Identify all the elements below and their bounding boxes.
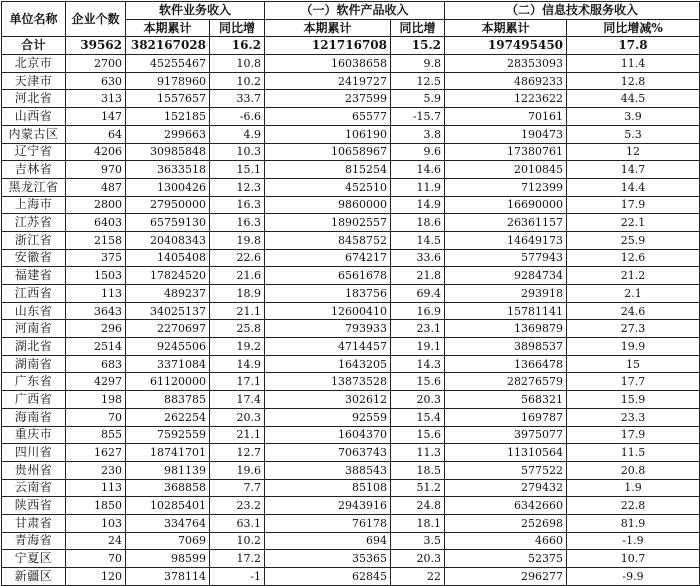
sp-yoy: 18.1 [391, 514, 445, 532]
sp-cumulative: 237599 [265, 90, 391, 108]
sb-cumulative: 262254 [126, 408, 210, 426]
total-sp-cumulative: 121716708 [265, 37, 391, 55]
table-row [2, 532, 700, 550]
it-yoy: 10.7 [567, 550, 700, 568]
sp-yoy: 33.6 [391, 249, 445, 267]
sb-yoy: 20.3 [210, 408, 265, 426]
region-name: 北京市 [2, 55, 66, 73]
total-it-cumulative: 197495450 [445, 37, 567, 55]
enterprise-count: 120 [66, 568, 126, 586]
sb-cumulative: 3633518 [126, 161, 210, 179]
sb-cumulative: 45255467 [126, 55, 210, 73]
region-name: 湖南省 [2, 355, 66, 373]
it-cumulative: 9284734 [445, 267, 567, 285]
enterprise-count: 64 [66, 125, 126, 143]
it-yoy: 11.5 [567, 444, 700, 462]
sp-yoy: 14.5 [391, 231, 445, 249]
enterprise-count: 683 [66, 355, 126, 373]
sb-cumulative: 18741701 [126, 444, 210, 462]
region-name: 四川省 [2, 444, 66, 462]
sp-cumulative: 674217 [265, 249, 391, 267]
sp-yoy: 21.8 [391, 267, 445, 285]
sb-yoy: 10.8 [210, 55, 265, 73]
it-cumulative: 14649173 [445, 231, 567, 249]
it-cumulative: 2010845 [445, 161, 567, 179]
sb-yoy: 23.2 [210, 497, 265, 515]
table-row [2, 391, 700, 409]
it-yoy: 17.9 [567, 196, 700, 214]
region-name: 黑龙江省 [2, 178, 66, 196]
table-row [2, 479, 700, 497]
sp-yoy: 3.8 [391, 125, 445, 143]
it-yoy: 1.9 [567, 479, 700, 497]
sp-yoy: 23.1 [391, 320, 445, 338]
region-name: 湖北省 [2, 338, 66, 356]
sb-cumulative: 61120000 [126, 373, 210, 391]
sb-cumulative: 7069 [126, 532, 210, 550]
table-row [2, 408, 700, 426]
sp-cumulative: 1604370 [265, 426, 391, 444]
region-name: 辽宁省 [2, 143, 66, 161]
header-row-1 [2, 2, 700, 20]
sp-cumulative: 62845 [265, 568, 391, 586]
sb-cumulative: 34025137 [126, 302, 210, 320]
enterprise-count: 24 [66, 532, 126, 550]
it-yoy: 5.3 [567, 125, 700, 143]
sp-yoy: 18.6 [391, 214, 445, 232]
total-sp-yoy: 15.2 [391, 37, 445, 55]
table-row [2, 161, 700, 179]
sp-cumulative: 183756 [265, 285, 391, 303]
region-name: 新疆区 [2, 568, 66, 586]
table-row [2, 196, 700, 214]
sb-yoy: 10.2 [210, 532, 265, 550]
it-cumulative: 52375 [445, 550, 567, 568]
sp-yoy: 9.6 [391, 143, 445, 161]
it-yoy: 44.5 [567, 90, 700, 108]
sp-yoy: 20.3 [391, 550, 445, 568]
sb-yoy: 16.3 [210, 196, 265, 214]
it-cumulative: 169787 [445, 408, 567, 426]
sp-cumulative: 10658967 [265, 143, 391, 161]
sb-yoy: 12.3 [210, 178, 265, 196]
sp-yoy: 69.4 [391, 285, 445, 303]
region-name: 山东省 [2, 302, 66, 320]
sb-yoy: 12.7 [210, 444, 265, 462]
sb-cumulative: 9245506 [126, 338, 210, 356]
it-cumulative: 26361157 [445, 214, 567, 232]
region-name: 浙江省 [2, 231, 66, 249]
table-row [2, 143, 700, 161]
sp-yoy: 18.5 [391, 461, 445, 479]
sb-yoy: -6.6 [210, 108, 265, 126]
header-it-yoy: 同比增减% [567, 19, 700, 37]
sb-cumulative: 1405408 [126, 249, 210, 267]
enterprise-count: 313 [66, 90, 126, 108]
enterprise-count: 70 [66, 550, 126, 568]
table-row [2, 320, 700, 338]
total-sb-yoy: 16.2 [210, 37, 265, 55]
it-yoy: 19.9 [567, 338, 700, 356]
sb-yoy: 14.9 [210, 355, 265, 373]
sb-yoy: 7.7 [210, 479, 265, 497]
it-yoy: 22.8 [567, 497, 700, 515]
header-enterprise-count: 企业个数 [66, 2, 126, 37]
it-yoy: 25.9 [567, 231, 700, 249]
enterprise-count: 630 [66, 72, 126, 90]
table-row [2, 426, 700, 444]
sb-cumulative: 334764 [126, 514, 210, 532]
table-row [2, 267, 700, 285]
sp-yoy: 22 [391, 568, 445, 586]
sp-yoy: 20.3 [391, 391, 445, 409]
sb-yoy: 4.9 [210, 125, 265, 143]
sb-yoy: 21.1 [210, 426, 265, 444]
region-name: 河北省 [2, 90, 66, 108]
total-it-yoy: 17.8 [567, 37, 700, 55]
header-it-services: （二）信息技术服务收入 [445, 2, 700, 20]
region-name: 云南省 [2, 479, 66, 497]
sb-cumulative: 3371084 [126, 355, 210, 373]
region-name: 贵州省 [2, 461, 66, 479]
it-cumulative: 577943 [445, 249, 567, 267]
sb-yoy: 17.2 [210, 550, 265, 568]
region-name: 吉林省 [2, 161, 66, 179]
table-row [2, 355, 700, 373]
region-name: 宁夏区 [2, 550, 66, 568]
enterprise-count: 970 [66, 161, 126, 179]
enterprise-count: 113 [66, 285, 126, 303]
sp-yoy: 14.9 [391, 196, 445, 214]
it-cumulative: 279432 [445, 479, 567, 497]
sp-yoy: 11.9 [391, 178, 445, 196]
it-cumulative: 568321 [445, 391, 567, 409]
it-yoy: 15.9 [567, 391, 700, 409]
table-row [2, 108, 700, 126]
table-row [2, 214, 700, 232]
enterprise-count: 2800 [66, 196, 126, 214]
sb-yoy: 21.1 [210, 302, 265, 320]
sp-yoy: 3.5 [391, 532, 445, 550]
sb-yoy: -1 [210, 568, 265, 586]
sb-cumulative: 30985848 [126, 143, 210, 161]
sp-cumulative: 793933 [265, 320, 391, 338]
it-cumulative: 252698 [445, 514, 567, 532]
sb-cumulative: 883785 [126, 391, 210, 409]
it-yoy: 12 [567, 143, 700, 161]
it-cumulative: 293918 [445, 285, 567, 303]
it-cumulative: 4660 [445, 532, 567, 550]
enterprise-count: 147 [66, 108, 126, 126]
table-row [2, 72, 700, 90]
header-software-products: （一）软件产品收入 [265, 2, 445, 20]
sb-cumulative: 378114 [126, 568, 210, 586]
table-row [2, 444, 700, 462]
region-name: 河南省 [2, 320, 66, 338]
sp-cumulative: 452510 [265, 178, 391, 196]
sb-cumulative: 368858 [126, 479, 210, 497]
header-region: 单位名称 [2, 2, 66, 37]
region-name: 重庆市 [2, 426, 66, 444]
it-cumulative: 3898537 [445, 338, 567, 356]
sp-yoy: 11.3 [391, 444, 445, 462]
sb-yoy: 15.1 [210, 161, 265, 179]
table-row [2, 497, 700, 515]
it-cumulative: 16690000 [445, 196, 567, 214]
sb-yoy: 10.3 [210, 143, 265, 161]
sp-yoy: 9.8 [391, 55, 445, 73]
enterprise-count: 487 [66, 178, 126, 196]
sb-cumulative: 20408343 [126, 231, 210, 249]
software-revenue-table [1, 1, 700, 586]
sp-cumulative: 106190 [265, 125, 391, 143]
region-name: 内蒙古区 [2, 125, 66, 143]
header-sb-yoy: 同比增 [210, 19, 265, 37]
enterprise-count: 103 [66, 514, 126, 532]
total-row [2, 37, 700, 55]
table-row [2, 550, 700, 568]
it-yoy: 21.2 [567, 267, 700, 285]
region-name: 海南省 [2, 408, 66, 426]
total-sb-cumulative: 382167028 [126, 37, 210, 55]
it-yoy: 15 [567, 355, 700, 373]
sp-cumulative: 2419727 [265, 72, 391, 90]
enterprise-count: 375 [66, 249, 126, 267]
sp-cumulative: 388543 [265, 461, 391, 479]
table-row [2, 302, 700, 320]
total-label: 合计 [2, 37, 66, 55]
sb-cumulative: 489237 [126, 285, 210, 303]
region-name: 上海市 [2, 196, 66, 214]
region-name: 山西省 [2, 108, 66, 126]
it-yoy: 12.6 [567, 249, 700, 267]
sb-yoy: 21.6 [210, 267, 265, 285]
it-cumulative: 28276579 [445, 373, 567, 391]
it-yoy: 17.9 [567, 426, 700, 444]
sp-cumulative: 1643205 [265, 355, 391, 373]
sb-yoy: 16.3 [210, 214, 265, 232]
enterprise-count: 1503 [66, 267, 126, 285]
sp-yoy: 16.9 [391, 302, 445, 320]
sb-yoy: 22.6 [210, 249, 265, 267]
enterprise-count: 198 [66, 391, 126, 409]
it-yoy: 22.1 [567, 214, 700, 232]
table-row [2, 55, 700, 73]
total-count: 39562 [66, 37, 126, 55]
sp-yoy: 14.6 [391, 161, 445, 179]
header-it-cumulative: 本期累计 [445, 19, 567, 37]
sp-cumulative: 7063743 [265, 444, 391, 462]
region-name: 天津市 [2, 72, 66, 90]
enterprise-count: 4206 [66, 143, 126, 161]
region-name: 江苏省 [2, 214, 66, 232]
sb-cumulative: 1300426 [126, 178, 210, 196]
it-cumulative: 15781141 [445, 302, 567, 320]
region-name: 江西省 [2, 285, 66, 303]
region-name: 安徽省 [2, 249, 66, 267]
it-yoy: -9.9 [567, 568, 700, 586]
it-cumulative: 70161 [445, 108, 567, 126]
it-yoy: 23.3 [567, 408, 700, 426]
sb-yoy: 18.9 [210, 285, 265, 303]
it-yoy: 24.6 [567, 302, 700, 320]
enterprise-count: 70 [66, 408, 126, 426]
sp-cumulative: 8458752 [265, 231, 391, 249]
enterprise-count: 855 [66, 426, 126, 444]
sb-cumulative: 1557657 [126, 90, 210, 108]
sb-yoy: 19.2 [210, 338, 265, 356]
sp-cumulative: 302612 [265, 391, 391, 409]
sb-cumulative: 2270697 [126, 320, 210, 338]
sb-yoy: 19.6 [210, 461, 265, 479]
sb-yoy: 19.8 [210, 231, 265, 249]
sb-cumulative: 98599 [126, 550, 210, 568]
enterprise-count: 230 [66, 461, 126, 479]
sp-cumulative: 2943916 [265, 497, 391, 515]
it-yoy: 2.1 [567, 285, 700, 303]
region-name: 福建省 [2, 267, 66, 285]
sb-cumulative: 9178960 [126, 72, 210, 90]
table-row [2, 338, 700, 356]
table-row [2, 125, 700, 143]
it-cumulative: 1369879 [445, 320, 567, 338]
sp-cumulative: 13873528 [265, 373, 391, 391]
sp-yoy: 15.6 [391, 373, 445, 391]
sp-cumulative: 65577 [265, 108, 391, 126]
enterprise-count: 1850 [66, 497, 126, 515]
sp-yoy: 15.4 [391, 408, 445, 426]
sp-cumulative: 4714457 [265, 338, 391, 356]
header-sp-yoy: 同比增 [391, 19, 445, 37]
it-yoy: 81.9 [567, 514, 700, 532]
enterprise-count: 2158 [66, 231, 126, 249]
it-cumulative: 190473 [445, 125, 567, 143]
sb-cumulative: 299663 [126, 125, 210, 143]
region-name: 广东省 [2, 373, 66, 391]
sp-yoy: -15.7 [391, 108, 445, 126]
enterprise-count: 6403 [66, 214, 126, 232]
sp-cumulative: 694 [265, 532, 391, 550]
it-yoy: 17.7 [567, 373, 700, 391]
region-name: 青海省 [2, 532, 66, 550]
it-yoy: 3.9 [567, 108, 700, 126]
sb-cumulative: 10285401 [126, 497, 210, 515]
it-yoy: 27.3 [567, 320, 700, 338]
it-yoy: 14.4 [567, 178, 700, 196]
table-row [2, 249, 700, 267]
sb-yoy: 17.4 [210, 391, 265, 409]
sb-yoy: 25.8 [210, 320, 265, 338]
it-cumulative: 17380761 [445, 143, 567, 161]
region-name: 甘肃省 [2, 514, 66, 532]
table-row [2, 568, 700, 586]
enterprise-count: 2700 [66, 55, 126, 73]
sb-yoy: 33.7 [210, 90, 265, 108]
it-cumulative: 1366478 [445, 355, 567, 373]
it-cumulative: 3975077 [445, 426, 567, 444]
sb-yoy: 17.1 [210, 373, 265, 391]
sp-cumulative: 85108 [265, 479, 391, 497]
it-cumulative: 6342660 [445, 497, 567, 515]
table-row [2, 285, 700, 303]
sp-yoy: 15.6 [391, 426, 445, 444]
sp-yoy: 51.2 [391, 479, 445, 497]
sp-cumulative: 9860000 [265, 196, 391, 214]
sp-cumulative: 12600410 [265, 302, 391, 320]
enterprise-count: 296 [66, 320, 126, 338]
sb-cumulative: 7592559 [126, 426, 210, 444]
it-cumulative: 28353093 [445, 55, 567, 73]
sp-yoy: 24.8 [391, 497, 445, 515]
table-row [2, 90, 700, 108]
sp-yoy: 14.3 [391, 355, 445, 373]
enterprise-count: 113 [66, 479, 126, 497]
sp-cumulative: 6561678 [265, 267, 391, 285]
it-cumulative: 4869233 [445, 72, 567, 90]
it-yoy: 14.7 [567, 161, 700, 179]
table-row [2, 178, 700, 196]
sb-cumulative: 65759130 [126, 214, 210, 232]
header-sb-cumulative: 本期累计 [126, 19, 210, 37]
sb-yoy: 63.1 [210, 514, 265, 532]
sp-yoy: 12.5 [391, 72, 445, 90]
it-cumulative: 11310564 [445, 444, 567, 462]
it-cumulative: 296277 [445, 568, 567, 586]
table-row [2, 514, 700, 532]
enterprise-count: 1627 [66, 444, 126, 462]
sp-cumulative: 18902557 [265, 214, 391, 232]
enterprise-count: 4297 [66, 373, 126, 391]
sp-cumulative: 815254 [265, 161, 391, 179]
region-name: 广西省 [2, 391, 66, 409]
it-cumulative: 1223622 [445, 90, 567, 108]
it-yoy: 20.8 [567, 461, 700, 479]
enterprise-count: 3643 [66, 302, 126, 320]
it-cumulative: 577522 [445, 461, 567, 479]
sp-cumulative: 16038658 [265, 55, 391, 73]
sb-cumulative: 17824520 [126, 267, 210, 285]
sp-yoy: 19.1 [391, 338, 445, 356]
enterprise-count: 2514 [66, 338, 126, 356]
it-yoy: 11.4 [567, 55, 700, 73]
sp-cumulative: 35365 [265, 550, 391, 568]
sb-cumulative: 27950000 [126, 196, 210, 214]
it-yoy: 12.8 [567, 72, 700, 90]
it-cumulative: 712399 [445, 178, 567, 196]
region-name: 陕西省 [2, 497, 66, 515]
sp-cumulative: 76178 [265, 514, 391, 532]
sb-yoy: 10.2 [210, 72, 265, 90]
sp-cumulative: 92559 [265, 408, 391, 426]
sb-cumulative: 152185 [126, 108, 210, 126]
sp-yoy: 5.9 [391, 90, 445, 108]
table-row [2, 461, 700, 479]
sb-cumulative: 981139 [126, 461, 210, 479]
header-software-business: 软件业务收入 [126, 2, 265, 20]
it-yoy: -1.9 [567, 532, 700, 550]
table-row [2, 231, 700, 249]
header-sp-cumulative: 本期累计 [265, 19, 391, 37]
table-row [2, 373, 700, 391]
